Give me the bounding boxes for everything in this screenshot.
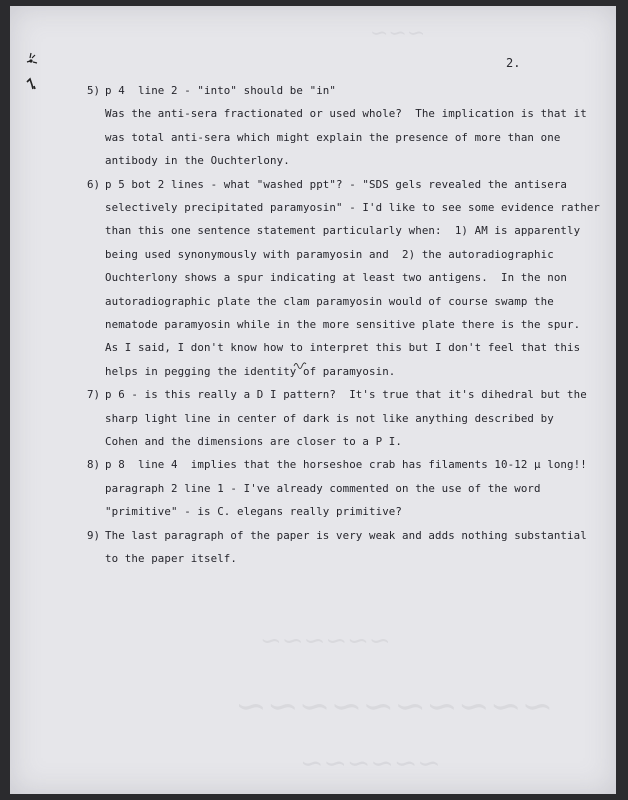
comment-line: p 6 - is this really a D I pattern? It's true that it's dihedral but the [105, 388, 587, 402]
bleed-through-mark: ~~~~~~ [260, 626, 391, 656]
comment-line: antibody in the Ouchterlony. [105, 154, 290, 168]
comment-line: Was the anti-sera fractionated or used whole? The implication is that it [105, 107, 587, 121]
comment-line: being used synonymously with paramyosin and 2) the autoradiographic [105, 247, 554, 261]
comment-line: nematode paramyosin while in the more sensitive plate there is the spur. [105, 318, 581, 331]
item-number: 5) [87, 84, 101, 97]
comment-line: than this one sentence statement particularly when: 1) AM is apparently [105, 224, 581, 238]
item-number: 8) [87, 458, 101, 472]
comment-line: paragraph 2 line 1 - I've already commented on the use of the word [105, 481, 541, 495]
comment-line: The last paragraph of the paper is very weak and adds nothing substantial [105, 528, 587, 542]
bleed-through-mark: ~~~ [370, 20, 426, 45]
comment-line: selectively precipitated paramyosin" - I'd like to see some evidence rather [105, 201, 601, 214]
comment-line: helps in pegging the identity of paramyosin. [105, 364, 396, 378]
comment-line: As I said, I don't know how to interpret this but I don't feel that this [105, 341, 581, 355]
comment-line: to the paper itself. [105, 552, 238, 565]
comment-line: was total anti-sera which might explain the presence of more than one [105, 130, 561, 144]
binder-hole-marks [18, 52, 46, 100]
comment-line: autoradiographic plate the clam paramyosin would of course swamp the [105, 294, 554, 308]
comment-line: Cohen and the dimensions are closer to a P I. [105, 435, 403, 448]
comment-line: "primitive" - is C. elegans really primitive? [105, 505, 403, 519]
comment-line: p 5 bot 2 lines - what "washed ppt"? - "SDS gels revealed the antisera [105, 177, 568, 191]
item-number: 9) [87, 528, 101, 542]
item-number: 7) [87, 388, 101, 402]
bleed-through-mark: ~~~~~~~~~~ [235, 686, 554, 730]
comment-line: Ouchterlony shows a spur indicating at least two antigens. In the non [105, 271, 568, 285]
handwritten-correction-mark [293, 361, 307, 369]
comment-line: p 4 line 2 - "into" should be "in" [105, 84, 337, 97]
page-number: 2. [506, 56, 521, 70]
document-page [10, 6, 616, 794]
bleed-through-mark: ~~~~~~ [300, 748, 441, 781]
comment-line: p 8 line 4 implies that the horseshoe crab has filaments 10-12 μ long!! [105, 458, 587, 472]
comment-line: sharp light line in center of dark is not like anything described by [105, 411, 554, 425]
item-number: 6) [87, 177, 101, 191]
